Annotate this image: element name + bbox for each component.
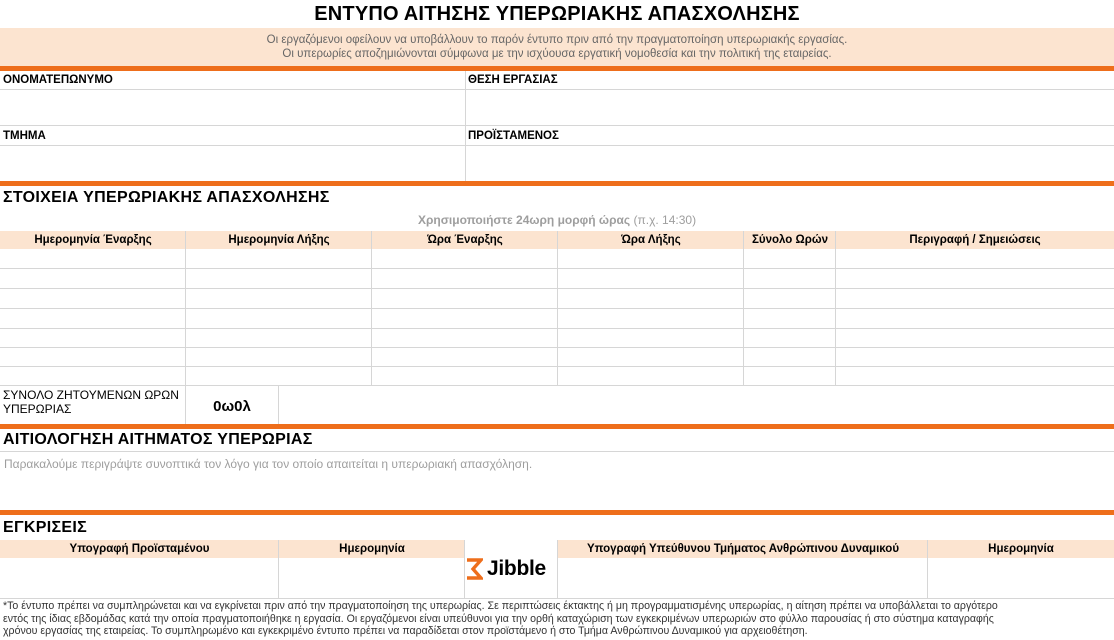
department-label: ΤΜΗΜΑ [3,130,46,142]
grid-line [927,540,928,598]
section-divider [0,424,1114,429]
grid-line [278,540,279,598]
position-field[interactable] [466,90,1114,125]
grid-line [0,125,1114,126]
total-hours-label: ΣΥΝΟΛΟ ΖΗΤΟΥΜΕΝΩΝ ΩΡΩΝ ΥΠΕΡΩΡΙΑΣ [3,388,179,416]
hr-signature-label: Υπογραφή Υπεύθυνου Τμήματος Ανθρώπινου Δυναμικού [586,543,900,555]
hr-signature-field[interactable] [559,558,927,598]
supervisor-signature-label: Υπογραφή Προϊσταμένου [69,543,210,555]
approval-date-label-2: Ημερομηνία [988,543,1054,555]
col-description: Περιγραφή / Σημειώσεις [909,234,1041,246]
grid-line [185,231,186,386]
approvals-section-title: ΕΓΚΡΙΣΕΙΣ [3,519,87,536]
grid-line [743,231,744,386]
supervisor-label: ΠΡΟΪΣΤΑΜΕΝΟΣ [468,130,559,142]
col-start-date: Ημερομηνία Έναρξης [34,234,152,246]
supervisor-signature-field[interactable] [0,558,278,598]
hint-bold: Χρησιμοποιήστε 24ωρη μορφή ώρας [417,213,631,227]
footer-line-2: εντός της ίδιας εβδομάδας κατά την οποία πραγματοποιήθηκε η εργασία. Οι εργαζόμενοι είναι υπεύθυνοι για την ορθή καταχώριση των εγκεκριμένων υπερωριών στο φύλλο παρουσίας ή στο σύστημα καταγραφής [3,612,994,625]
footer-note [3,600,1111,638]
section-divider [0,66,1114,71]
total-hours-value: 0ω0λ [213,398,251,415]
form-title: ΕΝΤΥΠΟ ΑΙΤΗΣΗΣ ΥΠΕΡΩΡΙΑΚΗΣ ΑΠΑΣΧΟΛΗΣΗΣ [314,3,800,25]
footer-line-3: χρόνου εργασίας της εταιρείας. Το συμπληρωμένο και εγκεκριμένο έντυπο πρέπει να παραδίδεται στον προϊστάμενο ή στο Τμήμα Ανθρώπινου Δυναμικού για αρχειοθέτηση. [3,625,808,637]
section-divider [0,181,1114,186]
name-field[interactable] [0,90,464,125]
footer-line-1: *Το έντυπο πρέπει να συμπληρώνεται και να εγκρίνεται πριν από την πραγματοποίηση της υπερωρίας. Σε περιπτώσεις έκτακτης ή μη προγραμματισμένης υπερωρίας, η αίτηση πρέπει να υποβάλλεται το αργότερο [3,600,998,612]
grid-line [185,386,186,426]
grid-line [0,598,1114,599]
col-start-time: Ώρα Έναρξης [427,234,503,246]
grid-line [465,71,466,181]
grid-line [557,231,558,386]
jibble-logo-text: Jibble [487,557,546,580]
jibble-logo [465,556,558,582]
approval-date-field-2[interactable] [929,558,1114,598]
intro-line-1: Οι εργαζόμενοι οφείλουν να υποβάλλουν το παρόν έντυπο πριν από την πραγματοποίηση υπερωριακής εργασίας. [266,34,848,46]
col-end-time: Ώρα Λήξης [621,234,681,246]
col-total-hours: Σύνολο Ωρών [752,234,828,246]
position-label: ΘΕΣΗ ΕΡΓΑΣΙΑΣ [468,74,558,86]
supervisor-field[interactable] [466,146,1114,180]
grid-line [835,231,836,386]
col-end-date: Ημερομηνία Λήξης [228,234,330,246]
grid-line [278,386,279,426]
justification-section-title: ΑΙΤΙΟΛΟΓΗΣΗ ΑΙΤΗΜΑΤΟΣ ΥΠΕΡΩΡΙΑΣ [3,431,313,448]
department-field[interactable] [0,146,464,180]
jibble-logo-icon [465,558,483,580]
approval-date-field-1[interactable] [280,558,464,598]
grid-line [371,231,372,386]
approval-date-label-1: Ημερομηνία [339,543,405,555]
name-label: ΟΝΟΜΑΤΕΠΩΝΥΜΟ [3,74,113,86]
intro-banner [0,28,1114,66]
time-format-hint [0,213,1114,227]
section-divider [0,510,1114,515]
intro-line-2: Οι υπερωρίες αποζημιώνονται σύμφωνα με την ισχύουσα εργατική νομοθεσία και την πολιτική της εταιρείας. [282,48,832,60]
hint-example: (π.χ. 14:30) [630,213,697,227]
overtime-section-title: ΣΤΟΙΧΕΙΑ ΥΠΕΡΩΡΙΑΚΗΣ ΑΠΑΣΧΟΛΗΣΗΣ [3,189,330,206]
justification-placeholder: Παρακαλούμε περιγράψτε συνοπτικά τον λόγο για τον οποίο απαιτείται η υπερωριακή απασχόληση. [4,457,533,471]
